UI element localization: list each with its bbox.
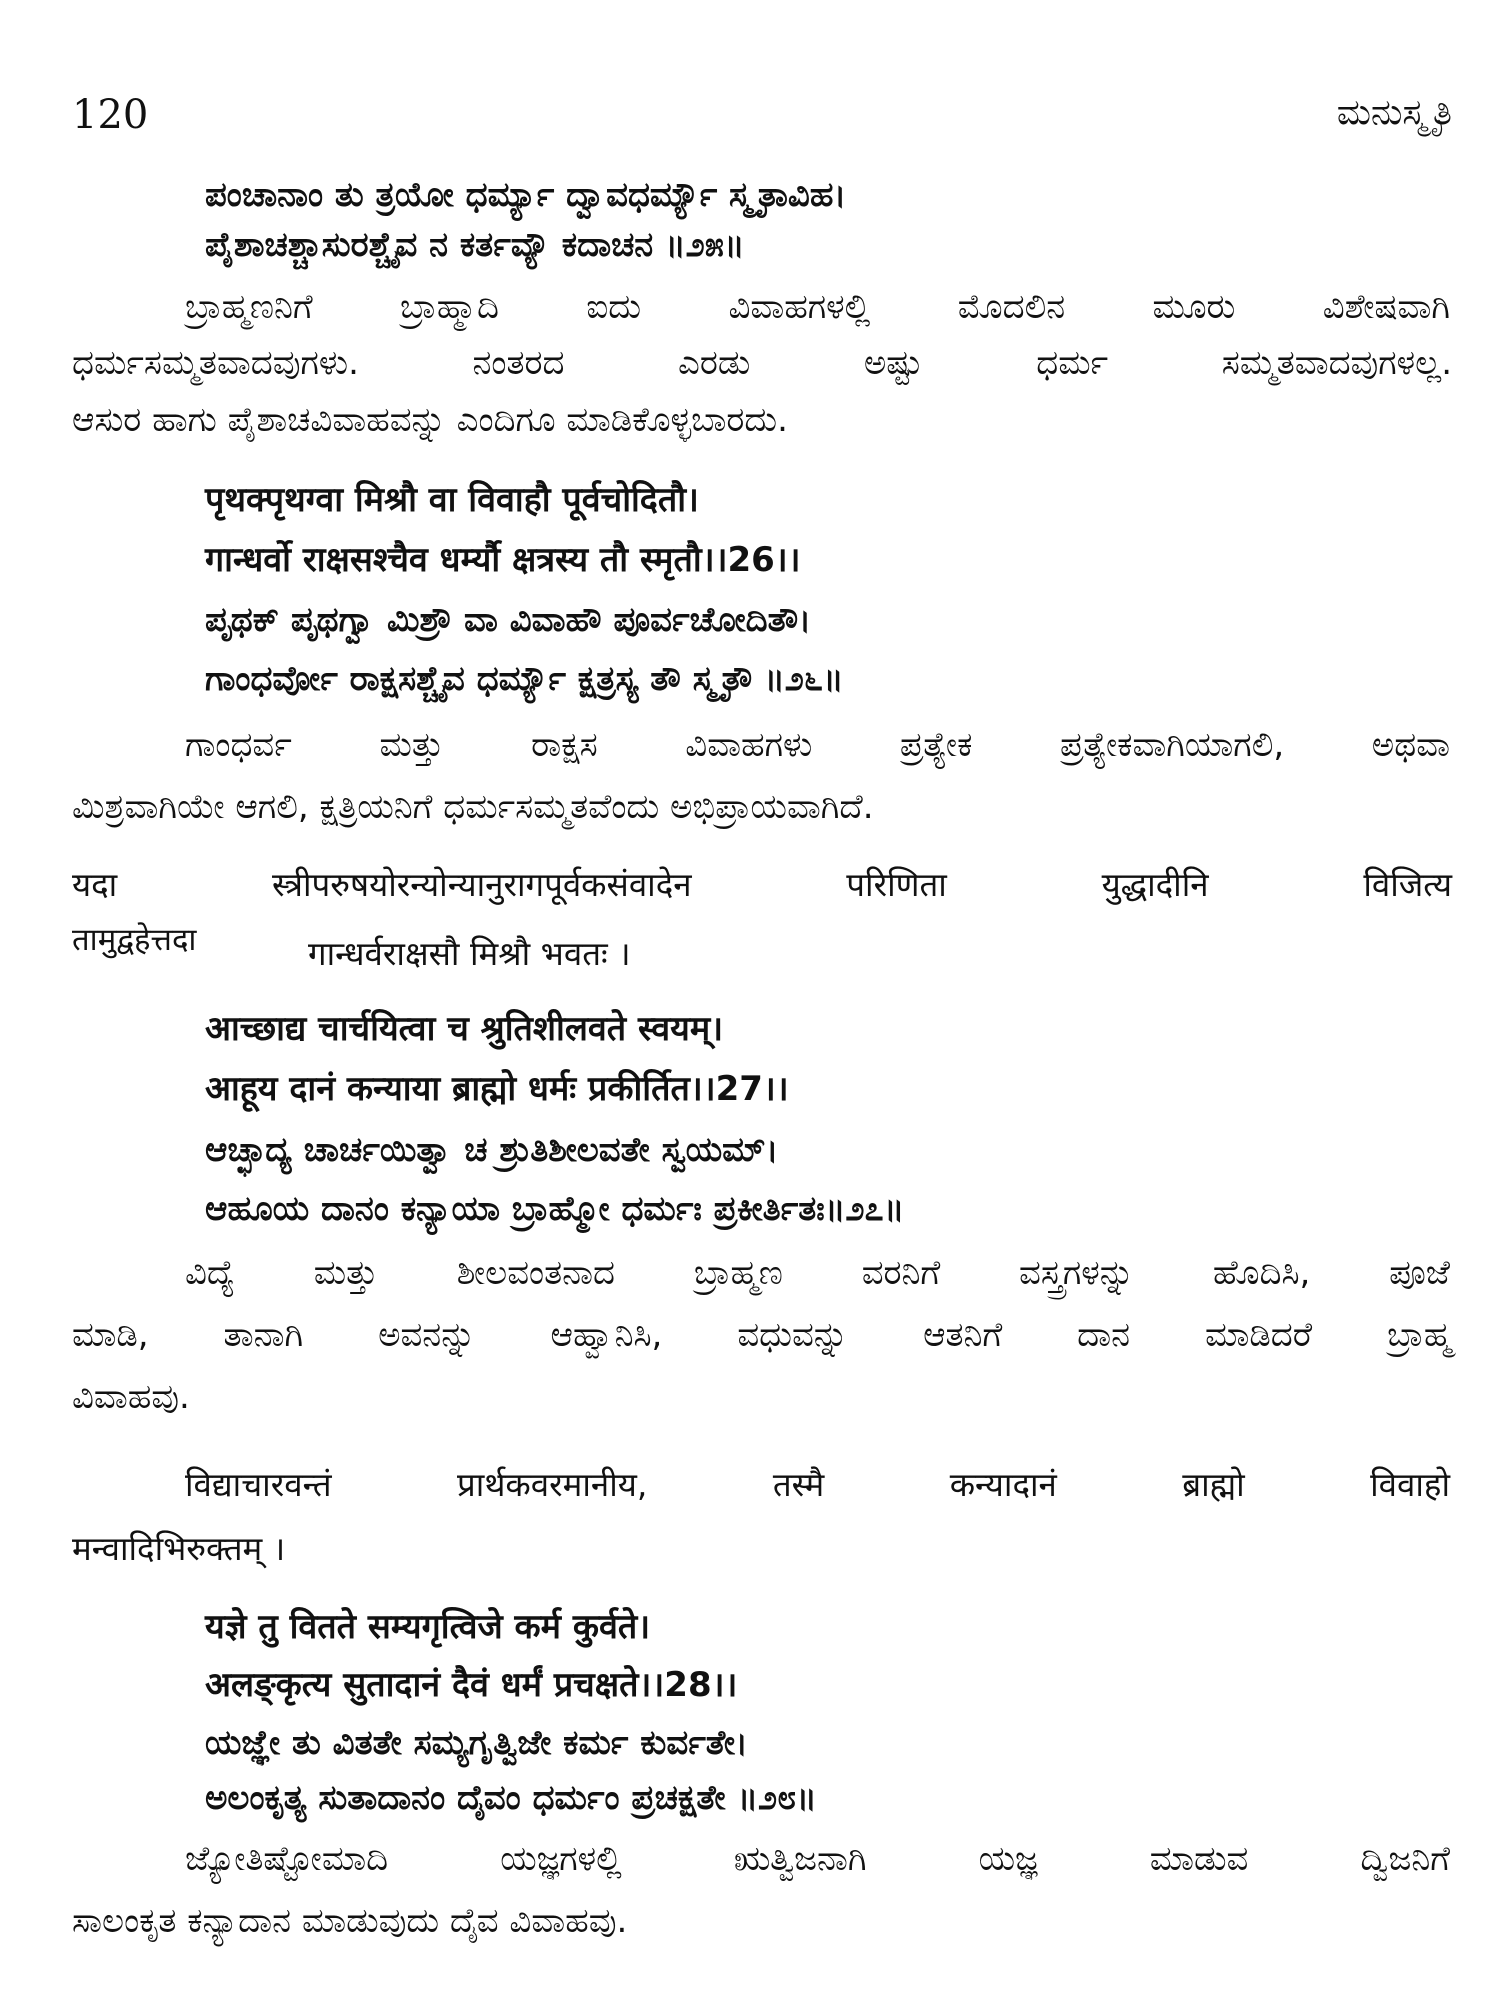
verse-line: ಪೈಶಾಚಶ್ಚಾಸುರಶ್ಚೈವ ನ ಕರ್ತವ್ಯೌ ಕದಾಚನ ॥೨೫॥ — [205, 225, 745, 265]
prose-line: गान्धर्वराक्षसौ मिश्रौ भवतः । — [308, 934, 631, 973]
verse-line: गान्धर्वो राक्षसश्चैव धर्म्यौ क्षत्रस्य तौ स्मृतौ।।26।। — [205, 540, 801, 580]
prose-line: ಗಾಂಧರ್ವ ಮತ್ತು ರಾಕ್ಷಸ ವಿವಾಹಗಳು ಪ್ರತ್ಯೇಕ ಪ್ರತ್ಯೇಕವಾಗಿಯಾಗಲಿ, ಅಥವಾ — [185, 725, 1450, 765]
prose-line: ಮಿಶ್ರವಾಗಿಯೇ ಆಗಲಿ, ಕ್ಷತ್ರಿಯನಿಗೆ ಧರ್ಮಸಮ್ಮತವೆಂದು ಅಭಿಪ್ರಾಯವಾಗಿದೆ. — [72, 787, 874, 827]
verse-line: ಆಚ್ಛಾದ್ಯ ಚಾರ್ಚಯಿತ್ವಾ ಚ ಶ್ರುತಿಶೀಲವತೇ ಸ್ವಯಮ್। — [205, 1130, 779, 1170]
prose-line: ವಿವಾಹವು. — [72, 1377, 190, 1417]
verse-line: अलङ्कृत्य सुतादानं दैवं धर्मं प्रचक्षते।।28।। — [205, 1665, 738, 1705]
book-title: ಮನುಸ್ಮೃತಿ — [1336, 92, 1452, 133]
verse-line: आहूय दानं कन्याया ब्राह्मो धर्मः प्रकीर्तित।।27।। — [205, 1069, 789, 1109]
page-number: 120 — [72, 92, 149, 138]
verse-line: आच्छाद्य चार्चयित्वा च श्रुतिशीलवते स्वयम्। — [205, 1009, 724, 1049]
prose-line: ಜ್ಯೋತಿಷ್ಟೋಮಾದಿ ಯಜ್ಞಗಳಲ್ಲಿ ಋತ್ವಿಜನಾಗಿ ಯಜ್ಞ ಮಾಡುವ ದ್ವಿಜನಿಗೆ — [185, 1839, 1450, 1879]
prose-line: ಆಸುರ ಹಾಗು ಪೈಶಾಚವಿವಾಹವನ್ನು ಎಂದಿಗೂ ಮಾಡಿಕೊಳ್ಳಬಾರದು. — [72, 400, 788, 440]
prose-line: तामुद्वहेत्तदा — [72, 922, 197, 958]
verse-line: यज्ञे तु वितते सम्यगृत्विजे कर्म कुर्वते। — [205, 1607, 651, 1647]
verse-line: ಆಹೂಯ ದಾನಂ ಕನ್ಯಾಯಾ ಬ್ರಾಹ್ಮೋ ಧರ್ಮಃ ಪ್ರಕೀರ್ತಿತಃ॥೨೭॥ — [205, 1189, 905, 1229]
prose-line: ವಿದ್ಯೆ ಮತ್ತು ಶೀಲವಂತನಾದ ಬ್ರಾಹ್ಮಣ ವರನಿಗೆ ವಸ್ತ್ರಗಳನ್ನು ಹೊದಿಸಿ, ಪೂಜೆ — [185, 1253, 1450, 1293]
prose-line: विद्याचारवन्तं प्रार्थकवरमानीय, तस्मै कन्यादानं ब्राह्मो विवाहो — [185, 1465, 1450, 1504]
prose-line: ಬ್ರಾಹ್ಮಣನಿಗೆ ಬ್ರಾಹ್ಮಾದಿ ಐದು ವಿವಾಹಗಳಲ್ಲಿ ಮೊದಲಿನ ಮೂರು ವಿಶೇಷವಾಗಿ — [185, 287, 1450, 327]
prose-line: मन्वादिभिरुक्तम् । — [72, 1529, 286, 1568]
prose-line: ಮಾಡಿ, ತಾನಾಗಿ ಅವನನ್ನು ಆಹ್ವಾನಿಸಿ, ವಧುವನ್ನು ಆತನಿಗೆ ದಾನ ಮಾಡಿದರೆ ಬ್ರಾಹ್ಮ — [72, 1315, 1452, 1355]
verse-line: ಪಂಚಾನಾಂ ತು ತ್ರಯೋ ಧರ್ಮ್ಯಾ ದ್ವಾವಧರ್ಮ್ಯೌ ಸ್ಮೃತಾವಿಹ। — [205, 175, 847, 215]
verse-line: ಯಜ್ಞೇ ತು ವಿತತೇ ಸಮ್ಯಗೃತ್ವಿಜೇ ಕರ್ಮ ಕುರ್ವತೇ। — [205, 1723, 748, 1763]
verse-line: ಪೃಥಕ್ ಪೃಥಗ್ವಾ ಮಿಶ್ರೌ ವಾ ವಿವಾಹೌ ಪೂರ್ವಚೋದಿತೌ। — [205, 600, 812, 640]
prose-line: यदा स्त्रीपरुषयोरन्योन्यानुरागपूर्वकसंवादेन परिणिता युद्धादीनि विजित्य — [72, 865, 1452, 904]
verse-line: ಅಲಂಕೃತ್ಯ ಸುತಾದಾನಂ ದೈವಂ ಧರ್ಮಂ ಪ್ರಚಕ್ಷತೇ ॥೨೮॥ — [205, 1778, 817, 1818]
verse-line: पृथक्पृथग्वा मिश्रौ वा विवाहौ पूर्वचोदितौ। — [205, 480, 699, 520]
prose-line: ಧರ್ಮಸಮ್ಮತವಾದವುಗಳು. ನಂತರದ ಎರಡು ಅಷ್ಟು ಧರ್ಮ ಸಮ್ಮತವಾದವುಗಳಲ್ಲ. — [72, 343, 1452, 383]
verse-line: ಗಾಂಧರ್ವೋ ರಾಕ್ಷಸಶ್ಚೈವ ಧರ್ಮ್ಯೌ ಕ್ಷತ್ರಸ್ಯ ತೌ ಸ್ಮೃತೌ ॥೨೬॥ — [205, 659, 844, 699]
prose-line: ಸಾಲಂಕೃತ ಕನ್ಯಾದಾನ ಮಾಡುವುದು ದೈವ ವಿವಾಹವು. — [72, 1901, 628, 1941]
